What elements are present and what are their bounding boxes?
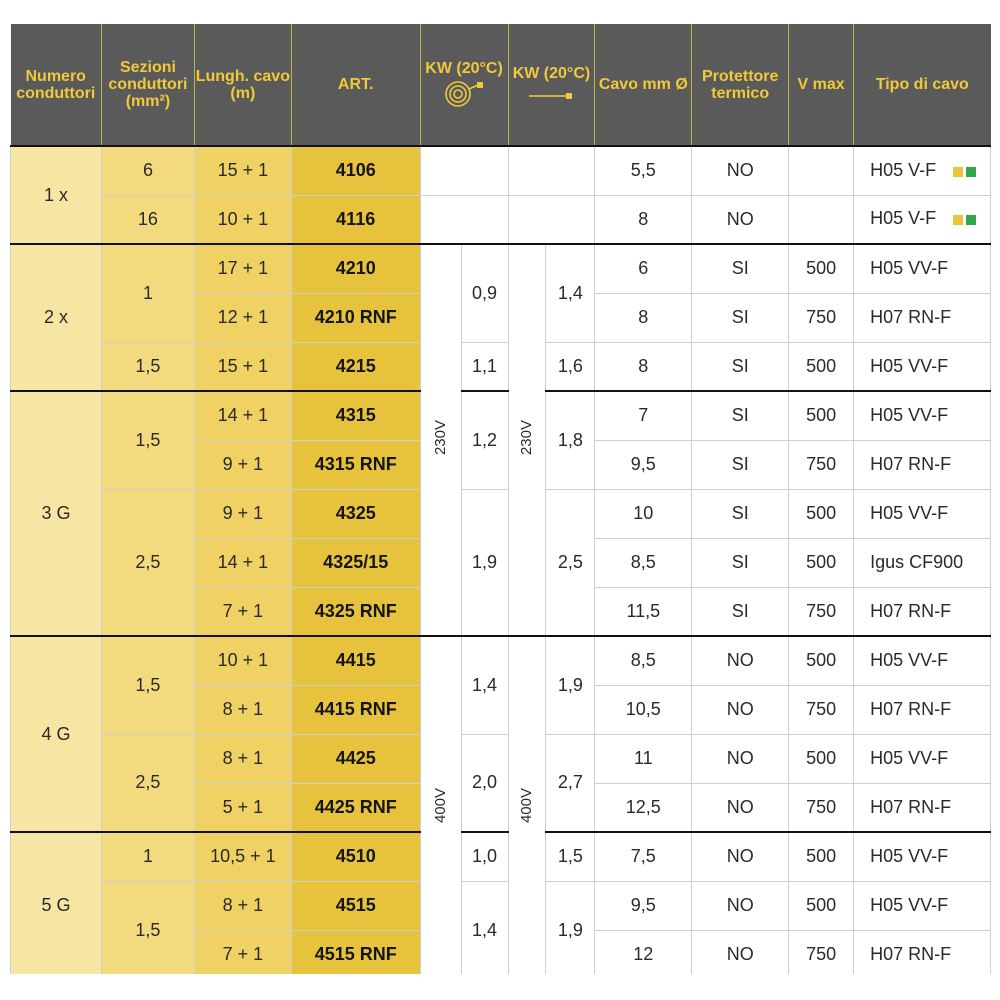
cavo-cell: 11,5 (595, 587, 692, 636)
kw-cell: 1,9 (546, 636, 595, 734)
vmax-cell: 750 (789, 930, 854, 974)
kw-cell: 1,4 (546, 244, 595, 342)
art-cell: 4425 RNF (291, 783, 420, 832)
section-cell: 1 (101, 832, 194, 881)
tipo-cell: H05 VV-F (854, 636, 991, 685)
length-cell: 15 + 1 (194, 342, 291, 391)
table-row (11, 881, 991, 930)
length-cell: 15 + 1 (194, 146, 291, 195)
vmax-cell: 750 (789, 293, 854, 342)
length-cell: 8 + 1 (194, 881, 291, 930)
vmax-cell: 500 (789, 538, 854, 587)
header-kw-straight-label: KW (20°C) (512, 65, 591, 82)
tipo-cell: H07 RN-F (854, 685, 991, 734)
table-row (11, 244, 991, 293)
length-cell: 14 + 1 (194, 391, 291, 440)
cavo-cell: 8 (595, 195, 692, 244)
length-cell: 7 + 1 (194, 587, 291, 636)
group-label: 4 G (11, 636, 102, 832)
length-cell: 10,5 + 1 (194, 832, 291, 881)
table-row (11, 342, 991, 391)
length-cell: 9 + 1 (194, 489, 291, 538)
table-row (11, 832, 991, 881)
section-cell: 1,5 (101, 391, 194, 489)
section-cell: 2,5 (101, 734, 194, 832)
cavo-cell: 7 (595, 391, 692, 440)
voltage-label: 400V (518, 787, 536, 823)
protettore-cell: NO (692, 832, 789, 881)
vmax-cell: 750 (789, 783, 854, 832)
cavo-cell: 9,5 (595, 881, 692, 930)
art-cell: 4425 (291, 734, 420, 783)
tipo-cell: H07 RN-F (854, 440, 991, 489)
tipo-cell: H05 VV-F (854, 342, 991, 391)
vmax-cell: 500 (789, 342, 854, 391)
protettore-cell: SI (692, 489, 789, 538)
art-cell: 4210 RNF (291, 293, 420, 342)
section-cell: 1,5 (101, 636, 194, 734)
protettore-cell: NO (692, 146, 789, 195)
cavo-cell: 8,5 (595, 636, 692, 685)
vmax-cell: 500 (789, 391, 854, 440)
vmax-cell (789, 146, 854, 195)
section-cell: 16 (101, 195, 194, 244)
section-cell: 6 (101, 146, 194, 195)
cable-spec-table (10, 24, 991, 974)
cavo-cell: 10,5 (595, 685, 692, 734)
vmax-cell: 750 (789, 685, 854, 734)
kw-cell: 1,8 (546, 391, 595, 489)
tipo-cell: H05 VV-F (854, 489, 991, 538)
art-cell: 4315 (291, 391, 420, 440)
cable-spec-table-wrapper (10, 24, 991, 974)
length-cell: 8 + 1 (194, 734, 291, 783)
protettore-cell: NO (692, 783, 789, 832)
length-cell: 5 + 1 (194, 783, 291, 832)
table-row (11, 734, 991, 783)
kw-cell: 2,0 (461, 734, 508, 832)
cavo-cell: 5,5 (595, 146, 692, 195)
length-cell: 17 + 1 (194, 244, 291, 293)
vmax-cell: 750 (789, 587, 854, 636)
kw-empty-cell (508, 146, 595, 195)
voltage-label: 400V (432, 787, 450, 823)
tipo-text: H05 V-F (870, 159, 937, 180)
art-cell: 4315 RNF (291, 440, 420, 489)
table-row (11, 195, 991, 244)
protettore-cell: NO (692, 636, 789, 685)
art-cell: 4325 RNF (291, 587, 420, 636)
length-cell: 7 + 1 (194, 930, 291, 974)
protettore-cell: SI (692, 342, 789, 391)
kw-empty-cell (420, 195, 508, 244)
voltage-label: 230V (518, 419, 536, 456)
table-row (11, 489, 991, 538)
kw-empty-cell (420, 146, 508, 195)
cavo-cell: 6 (595, 244, 692, 293)
vmax-cell: 500 (789, 832, 854, 881)
header-lunghezza: Lungh. cavo (m) (194, 24, 291, 146)
section-cell: 2,5 (101, 489, 194, 636)
kw-empty-cell (508, 195, 595, 244)
voltage-cell (420, 244, 461, 636)
header-protettore: Protettore termico (692, 24, 789, 146)
kw-cell: 0,9 (461, 244, 508, 342)
table-row (11, 391, 991, 440)
tipo-cell: H05 VV-F (854, 832, 991, 881)
header-kw-coiled-label: KW (20°C) (425, 60, 503, 77)
straight-cable-icon (526, 84, 576, 104)
tipo-cell: H05 VV-F (854, 244, 991, 293)
cavo-cell: 8 (595, 342, 692, 391)
color-code-icon (950, 209, 976, 230)
vmax-cell: 500 (789, 734, 854, 783)
section-cell: 1,5 (101, 342, 194, 391)
header-tipo: Tipo di cavo (854, 24, 991, 146)
art-cell: 4325/15 (291, 538, 420, 587)
section-cell: 1 (101, 244, 194, 342)
tipo-text: H05 V-F (870, 208, 937, 229)
protettore-cell: SI (692, 538, 789, 587)
protettore-cell: NO (692, 930, 789, 974)
vmax-cell: 500 (789, 881, 854, 930)
tipo-cell: H07 RN-F (854, 930, 991, 974)
length-cell: 8 + 1 (194, 685, 291, 734)
voltage-cell (420, 636, 461, 974)
cavo-cell: 7,5 (595, 832, 692, 881)
kw-cell: 1,5 (546, 832, 595, 881)
vmax-cell: 500 (789, 636, 854, 685)
protettore-cell: SI (692, 391, 789, 440)
group-label: 1 x (11, 146, 102, 244)
art-cell: 4325 (291, 489, 420, 538)
tipo-cell: H05 VV-F (854, 881, 991, 930)
art-cell: 4210 (291, 244, 420, 293)
kw-cell: 1,4 (461, 881, 508, 974)
header-num-conduttori: Numero conduttori (11, 24, 102, 146)
length-cell: 14 + 1 (194, 538, 291, 587)
cavo-cell: 9,5 (595, 440, 692, 489)
group-label: 3 G (11, 391, 102, 636)
vmax-cell (789, 195, 854, 244)
header-vmax: V max (789, 24, 854, 146)
header-row (11, 24, 991, 146)
cavo-cell: 11 (595, 734, 692, 783)
art-cell: 4415 (291, 636, 420, 685)
tipo-cell (854, 195, 991, 244)
table-row (11, 146, 991, 195)
voltage-cell (508, 244, 546, 636)
protettore-cell: SI (692, 244, 789, 293)
vmax-cell: 500 (789, 244, 854, 293)
kw-cell: 1,0 (461, 832, 508, 881)
protettore-cell: SI (692, 293, 789, 342)
group-label: 5 G (11, 832, 102, 974)
art-cell: 4515 (291, 881, 420, 930)
tipo-cell: H07 RN-F (854, 587, 991, 636)
cavo-cell: 8 (595, 293, 692, 342)
section-cell: 1,5 (101, 881, 194, 974)
kw-cell: 1,4 (461, 636, 508, 734)
tipo-cell: H05 VV-F (854, 391, 991, 440)
header-art: ART. (291, 24, 420, 146)
header-kw-straight (508, 24, 595, 146)
protettore-cell: NO (692, 881, 789, 930)
coiled-cable-icon (442, 79, 486, 109)
art-cell: 4515 RNF (291, 930, 420, 974)
length-cell: 9 + 1 (194, 440, 291, 489)
protettore-cell: SI (692, 587, 789, 636)
protettore-cell: SI (692, 440, 789, 489)
header-kw-coiled (420, 24, 508, 146)
kw-cell: 1,6 (546, 342, 595, 391)
kw-cell: 1,9 (461, 489, 508, 636)
kw-cell: 1,2 (461, 391, 508, 489)
voltage-label: 230V (432, 419, 450, 456)
kw-cell: 1,9 (546, 881, 595, 974)
art-cell: 4215 (291, 342, 420, 391)
tipo-cell: H07 RN-F (854, 783, 991, 832)
art-cell: 4510 (291, 832, 420, 881)
header-sezioni: Sezioni conduttori (mm²) (101, 24, 194, 146)
cavo-cell: 8,5 (595, 538, 692, 587)
art-cell: 4106 (291, 146, 420, 195)
kw-cell: 1,1 (461, 342, 508, 391)
length-cell: 10 + 1 (194, 195, 291, 244)
protettore-cell: NO (692, 685, 789, 734)
color-code-icon (950, 161, 976, 182)
tipo-cell: Igus CF900 (854, 538, 991, 587)
voltage-cell (508, 636, 546, 974)
cavo-cell: 12,5 (595, 783, 692, 832)
table-row (11, 636, 991, 685)
length-cell: 10 + 1 (194, 636, 291, 685)
kw-cell: 2,5 (546, 489, 595, 636)
art-cell: 4415 RNF (291, 685, 420, 734)
header-cavo-mm: Cavo mm Ø (595, 24, 692, 146)
cavo-cell: 10 (595, 489, 692, 538)
protettore-cell: NO (692, 195, 789, 244)
length-cell: 12 + 1 (194, 293, 291, 342)
tipo-cell: H07 RN-F (854, 293, 991, 342)
tipo-cell: H05 VV-F (854, 734, 991, 783)
cavo-cell: 12 (595, 930, 692, 974)
protettore-cell: NO (692, 734, 789, 783)
group-label: 2 x (11, 244, 102, 391)
tipo-cell (854, 146, 991, 195)
vmax-cell: 750 (789, 440, 854, 489)
art-cell: 4116 (291, 195, 420, 244)
vmax-cell: 500 (789, 489, 854, 538)
kw-cell: 2,7 (546, 734, 595, 832)
